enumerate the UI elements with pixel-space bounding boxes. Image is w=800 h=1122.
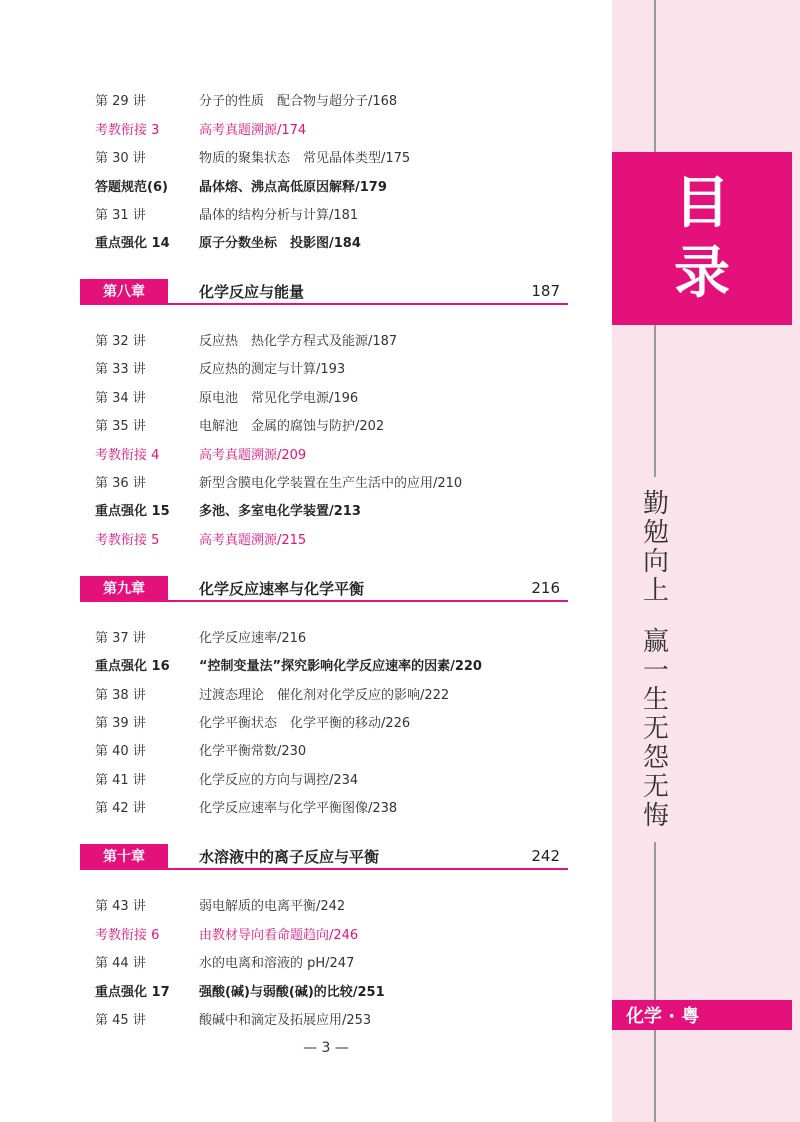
toc-entry-label: 第 44 讲 [95, 955, 146, 971]
toc-entry[interactable] [95, 499, 361, 519]
toc-entry-title: 高考真题溯源/215 [199, 532, 307, 548]
toc-entry-label: 考教衔接 4 [95, 447, 160, 463]
contents-title-char: 录 [674, 240, 730, 306]
toc-entry-title: 多池、多室电化学装置/213 [199, 503, 361, 519]
toc-entry[interactable] [95, 739, 306, 759]
toc-entry[interactable] [95, 980, 385, 1000]
sidebar-divider-lower [654, 842, 656, 1000]
toc-entry-label: 第 34 讲 [95, 390, 146, 406]
toc-entry-title: 由教材导向看命题趋向/246 [199, 927, 359, 943]
toc-entry[interactable] [95, 203, 358, 223]
toc-entry-title: 水的电离和溶液的 pH/247 [199, 955, 355, 971]
toc-entry-title: 反应热的测定与计算/193 [199, 361, 346, 377]
chapter-header[interactable] [80, 844, 568, 870]
toc-entry-title: 分子的性质 配合物与超分子/168 [199, 93, 398, 109]
toc-entry-title: 原电池 常见化学电源/196 [199, 390, 359, 406]
toc-entry-title: 弱电解质的电离平衡/242 [199, 898, 346, 914]
chapter-header[interactable] [80, 576, 568, 602]
toc-entry-label: 重点强化 17 [95, 984, 170, 1000]
toc-entry-label: 第 30 讲 [95, 150, 146, 166]
chapter-header[interactable] [80, 279, 568, 305]
toc-entry-label: 考教衔接 5 [95, 532, 160, 548]
motto-char: 无 [642, 772, 669, 802]
contents-title-char: 目 [674, 170, 730, 236]
toc-entry-title: 晶体的结构分析与计算/181 [199, 207, 359, 223]
toc-entry-label: 第 35 讲 [95, 418, 146, 434]
toc-entry-label: 第 37 讲 [95, 630, 146, 646]
toc-entry-label: 考教衔接 3 [95, 122, 160, 138]
toc-entry-title: 反应热 热化学方程式及能源/187 [199, 333, 398, 349]
toc-entry[interactable] [95, 796, 397, 816]
toc-entry-title: 新型含膜电化学装置在生产生活中的应用/210 [199, 475, 463, 491]
chapter-page-number: 242 [531, 847, 560, 865]
motto-char: 生 [642, 685, 669, 715]
toc-entry-label: 第 41 讲 [95, 772, 146, 788]
chapter-label: 第八章 [80, 279, 168, 303]
page-number: — 3 — [303, 1040, 349, 1056]
toc-entry-label: 第 33 讲 [95, 361, 146, 377]
toc-entry-label: 第 32 讲 [95, 333, 146, 349]
chapter-page-number: 216 [531, 579, 560, 597]
toc-entry-title: 化学平衡常数/230 [199, 743, 307, 759]
toc-entry-label: 第 42 讲 [95, 800, 146, 816]
toc-entry-title: 物质的聚集状态 常见晶体类型/175 [199, 150, 411, 166]
toc-entry[interactable] [95, 443, 306, 463]
toc-entry[interactable] [95, 528, 306, 548]
motto-char: 向 [642, 547, 669, 577]
motto-char: 勉 [642, 518, 669, 548]
chapter-title: 化学反应速率与化学平衡 [199, 579, 365, 598]
toc-entry[interactable] [95, 118, 306, 138]
subject-tag: 化学 · 粤 [612, 1000, 792, 1030]
toc-entry-label: 重点强化 15 [95, 503, 170, 519]
chapter-label: 第十章 [80, 844, 168, 868]
toc-entry-title: 化学反应速率/216 [199, 630, 307, 646]
chapter-page-number: 187 [531, 282, 560, 300]
motto-char: 悔 [642, 801, 669, 831]
toc-entry[interactable] [95, 175, 387, 195]
toc-entry[interactable] [95, 89, 397, 109]
toc-entry[interactable] [95, 626, 306, 646]
toc-entry[interactable] [95, 683, 449, 703]
toc-entry[interactable] [95, 894, 345, 914]
toc-entry-title: “控制变量法”探究影响化学反应速率的因素/220 [199, 658, 482, 674]
toc-entry-title: 化学反应速率与化学平衡图像/238 [199, 800, 398, 816]
toc-entry[interactable] [95, 654, 482, 674]
toc-entry-label: 考教衔接 6 [95, 927, 160, 943]
toc-entry-title: 原子分数坐标 投影图/184 [199, 235, 361, 251]
toc-entry-label: 第 40 讲 [95, 743, 146, 759]
toc-entry-title: 过渡态理论 催化剂对化学反应的影响/222 [199, 687, 450, 703]
motto-char: 无 [642, 714, 669, 744]
toc-entry-label: 答题规范(6) [95, 179, 168, 195]
toc-entry-label: 重点强化 14 [95, 235, 170, 251]
toc-entry[interactable] [95, 329, 397, 349]
motto-char: 赢 [642, 627, 669, 657]
contents-title [612, 152, 792, 325]
toc-entry[interactable] [95, 231, 361, 251]
toc-entry[interactable] [95, 951, 354, 971]
toc-entry-label: 第 43 讲 [95, 898, 146, 914]
toc-entry-title: 强酸(碱)与弱酸(碱)的比较/251 [199, 984, 385, 1000]
toc-entry[interactable] [95, 923, 358, 943]
toc-entry[interactable] [95, 414, 384, 434]
toc-entry-label: 第 31 讲 [95, 207, 146, 223]
toc-entry-title: 晶体熔、沸点高低原因解释/179 [199, 179, 387, 195]
toc-entry-label: 第 39 讲 [95, 715, 146, 731]
motto-char: 一 [642, 656, 669, 686]
motto-char: 怨 [642, 743, 669, 773]
toc-entry[interactable] [95, 357, 345, 377]
toc-entry-label: 重点强化 16 [95, 658, 170, 674]
toc-entry-title: 化学平衡状态 化学平衡的移动/226 [199, 715, 411, 731]
toc-entry-label: 第 29 讲 [95, 93, 146, 109]
toc-entry[interactable] [95, 471, 462, 491]
toc-entry-label: 第 36 讲 [95, 475, 146, 491]
toc-entry-title: 高考真题溯源/209 [199, 447, 307, 463]
sidebar-divider-top [654, 0, 656, 152]
toc-entry-title: 化学反应的方向与调控/234 [199, 772, 359, 788]
chapter-label: 第九章 [80, 576, 168, 600]
motto-char: 上 [642, 576, 669, 606]
toc-entry-title: 高考真题溯源/174 [199, 122, 307, 138]
sidebar-divider-bottom [654, 1030, 656, 1122]
toc-entry[interactable] [95, 386, 358, 406]
toc-entry[interactable] [95, 768, 358, 788]
toc-entry[interactable] [95, 1008, 371, 1028]
toc-entry[interactable] [95, 711, 410, 731]
sidebar-divider-middle [654, 325, 656, 477]
chapter-title: 水溶液中的离子反应与平衡 [199, 847, 380, 866]
toc-entry-title: 电解池 金属的腐蚀与防护/202 [199, 418, 385, 434]
toc-entry-label: 第 38 讲 [95, 687, 146, 703]
chapter-title: 化学反应与能量 [199, 282, 305, 301]
toc-entry-label: 第 45 讲 [95, 1012, 146, 1028]
toc-entry[interactable] [95, 146, 410, 166]
motto-char: 勤 [642, 489, 669, 519]
toc-entry-title: 酸碱中和滴定及拓展应用/253 [199, 1012, 372, 1028]
motto [634, 490, 678, 831]
